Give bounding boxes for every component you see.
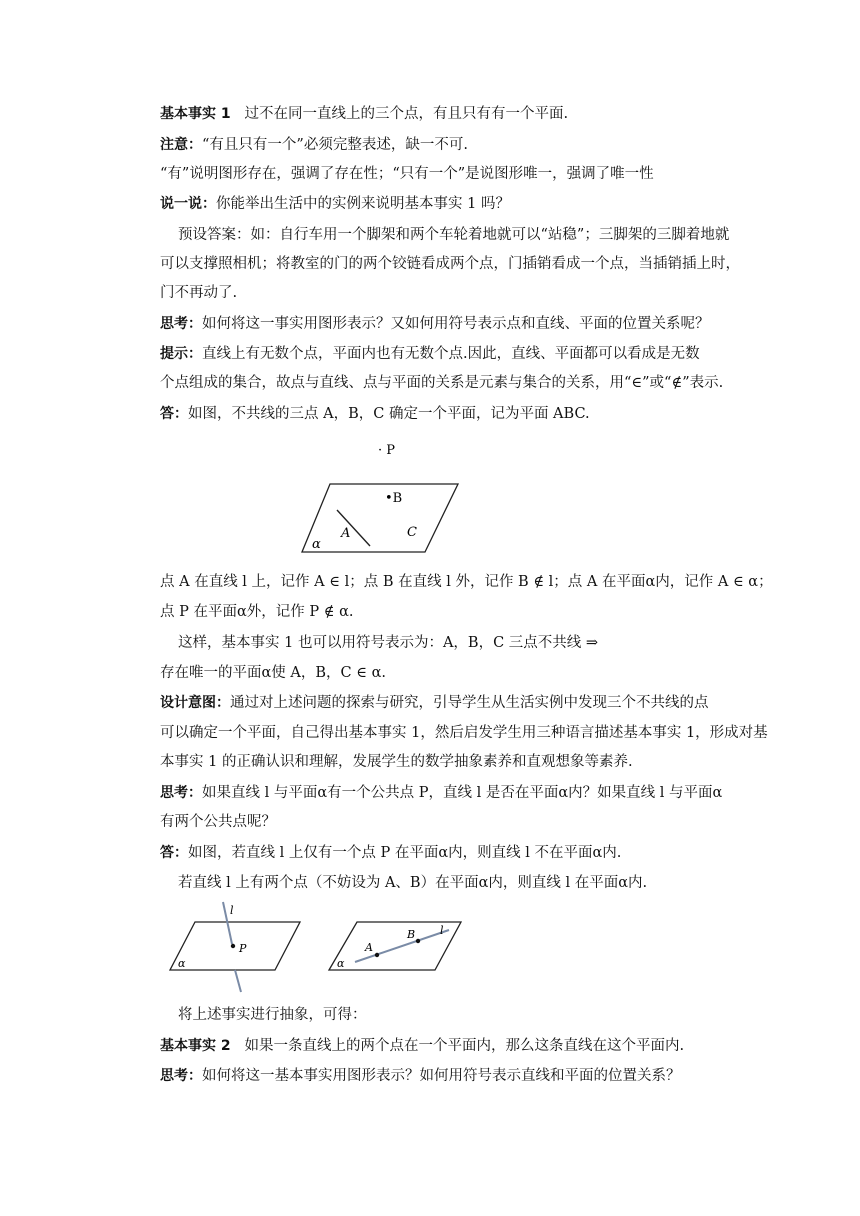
- abstraction-text: 将上述事实进行抽象，可得：: [178, 1007, 367, 1023]
- answer-2: [160, 842, 740, 864]
- plane-abc-figure: [290, 436, 470, 560]
- point-c-label: C: [407, 525, 417, 540]
- design-intent-text-1: 通过对上述问题的探索与研究，引导学生从生活实例中发现三个不共线的点: [230, 695, 709, 711]
- point-a-label: A: [365, 941, 373, 954]
- design-intent-heading: 设计意图：: [160, 695, 230, 711]
- think-2-line-2: [160, 811, 740, 833]
- think-3: [160, 1065, 740, 1087]
- hint-text-1: 直线上有无数个点，平面内也有无数个点.因此，直线、平面都可以看成是无数: [202, 346, 700, 362]
- design-intent: [160, 692, 740, 714]
- basic-fact-1-heading: 基本事实 1: [160, 106, 231, 122]
- basic-fact-2-text: 如果一条直线上的两个点在一个平面内，那么这条直线在这个平面内.: [244, 1038, 685, 1054]
- point-a-label: A: [341, 526, 351, 541]
- preset-answer-line-1: [178, 224, 758, 246]
- think-1: [160, 313, 740, 335]
- line-in-plane-figure: [325, 918, 465, 974]
- existence-uniqueness: [160, 163, 740, 185]
- hint-text-2: 个点组成的集合，故点与直线、点与平面的关系是元素与集合的关系，用“∈”或“∉”表示.: [160, 375, 724, 391]
- point-b-label: •B: [385, 491, 403, 506]
- design-intent-text-2: 可以确定一个平面，自己得出基本事实 1，然后启发学生用三种语言描述基本事实 1，形成对基: [160, 725, 768, 741]
- line-l-lower: [235, 970, 241, 992]
- line-l-label: l: [440, 924, 444, 937]
- answer-2-line-2: [178, 872, 758, 894]
- think-2: [160, 782, 740, 804]
- note-heading: 注意：: [160, 137, 202, 153]
- point-p-label: P: [239, 942, 247, 955]
- think-1-heading: 思考：: [160, 316, 202, 332]
- design-intent-line-3: [160, 751, 740, 773]
- think-1-text: 如何将这一事实用图形表示？又如何用符号表示点和直线、平面的位置关系呢？: [202, 316, 710, 332]
- plane-alpha-label: α: [337, 957, 345, 970]
- note-text: “有且只有一个”必须完整表述，缺一不可.: [202, 137, 468, 153]
- note: [160, 134, 740, 156]
- basic-fact-2: [160, 1035, 740, 1057]
- notation-line-2: [160, 601, 740, 623]
- line-intersect-plane-figure: [165, 900, 305, 995]
- preset-answer-line-3: [160, 282, 740, 304]
- preset-answer-text-1: 预设答案：如：自行车用一个脚架和两个车轮着地就可以“站稳”；三脚架的三脚着地就: [178, 227, 730, 243]
- say-text: 你能举出生活中的实例来说明基本事实 1 吗？: [216, 196, 510, 212]
- point-b-label: B: [407, 928, 416, 941]
- point-p: [231, 944, 235, 948]
- answer-2-heading: 答：: [160, 845, 188, 861]
- basic-fact-1-text: 过不在同一直线上的三个点，有且只有有一个平面.: [244, 106, 569, 122]
- design-intent-text-3: 本事实 1 的正确认识和理解，发展学生的数学抽象素养和直观想象等素养.: [160, 754, 633, 770]
- say-heading: 说一说：: [160, 196, 216, 212]
- think-2-heading: 思考：: [160, 785, 202, 801]
- hint-heading: 提示：: [160, 346, 202, 362]
- abstraction-line: [178, 1004, 758, 1026]
- notation-text-1: 点 A 在直线 l 上，记作 A ∈ l；点 B 在直线 l 外，记作 B ∉ l；点 A 在平面α内，记作 A ∈ α；: [160, 574, 773, 590]
- answer-1-heading: 答：: [160, 406, 188, 422]
- think-2-text-2: 有两个公共点呢？: [160, 814, 276, 830]
- think-2-text-1: 如果直线 l 与平面α有一个公共点 P，直线 l 是否在平面α内？如果直线 l 与平面α: [202, 785, 723, 801]
- answer-2-text-2: 若直线 l 上有两个点（不妨设为 A、B）在平面α内，则直线 l 在平面α内.: [178, 875, 648, 891]
- plane-alpha-label: α: [312, 537, 321, 552]
- symbolic-line-1: [178, 632, 758, 654]
- preset-answer-line-2: [160, 253, 740, 275]
- think-3-heading: 思考：: [160, 1068, 202, 1084]
- symbolic-line-2: [160, 662, 740, 684]
- symbolic-text-2: 存在唯一的平面α使 A，B，C ∈ α.: [160, 665, 386, 681]
- design-intent-line-2: [160, 722, 768, 744]
- symbolic-text-1: 这样，基本事实 1 也可以用符号表示为：A，B，C 三点不共线 ⇒: [178, 635, 599, 651]
- plane-alpha-shape: [302, 484, 458, 552]
- point-b: [416, 939, 420, 943]
- preset-answer-text-2: 可以支撑照相机；将教室的门的两个铰链看成两个点，门插销看成一个点，当插销插上时，: [160, 256, 740, 272]
- notation-line-1: [160, 571, 773, 593]
- say-section: [160, 193, 740, 215]
- hint: [160, 343, 740, 365]
- point-p-label: · P: [378, 443, 396, 458]
- hint-line-2: [160, 372, 740, 394]
- preset-answer-text-3: 门不再动了.: [160, 285, 238, 301]
- line-l-label: l: [230, 904, 234, 917]
- notation-text-2: 点 P 在平面α外，记作 P ∉ α.: [160, 604, 354, 620]
- answer-2-text: 如图，若直线 l 上仅有一个点 P 在平面α内，则直线 l 不在平面α内.: [188, 845, 622, 861]
- basic-fact-2-heading: 基本事实 2: [160, 1038, 231, 1054]
- plane-alpha-label: α: [178, 957, 186, 970]
- basic-fact-1: [160, 103, 740, 125]
- answer-1: [160, 403, 740, 425]
- think-3-text: 如何将这一基本事实用图形表示？如何用符号表示直线和平面的位置关系？: [202, 1068, 681, 1084]
- point-a: [375, 953, 379, 957]
- answer-1-text: 如图，不共线的三点 A，B，C 确定一个平面，记为平面 ABC.: [188, 406, 590, 422]
- existence-uniqueness-text: “有”说明图形存在，强调了存在性；“只有一个”是说图形唯一，强调了唯一性: [160, 166, 654, 182]
